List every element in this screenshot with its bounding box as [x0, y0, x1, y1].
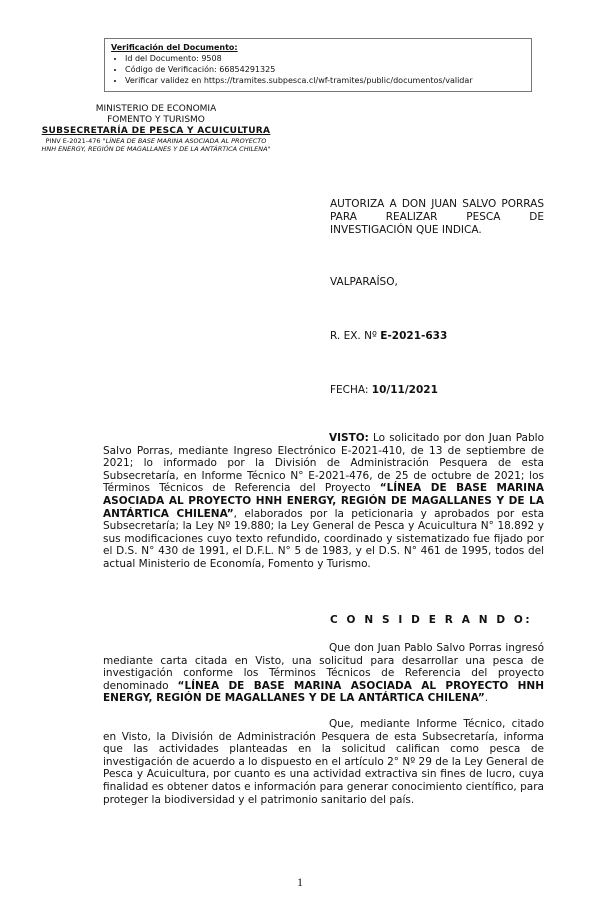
resolution-title: AUTORIZA A DON JUAN SALVO PORRAS PARA REALIZAR PESCA DE INVESTIGACIÓN QUE INDICA.	[330, 198, 544, 236]
ministry-subname: FOMENTO Y TURISMO	[107, 115, 205, 125]
verification-url[interactable]: • Verificar validez en https://tramites.subpesca.cl/wf-tramites/public/documentos/validar	[125, 75, 525, 86]
ministry-header	[40, 104, 272, 153]
visto-text-1: Lo solicitado por don Juan Pablo Salvo Porras, mediante Ingreso Electrónico E-2021-410, de 13 de septiembre de 2021; lo informado por la División de Administración Pesquera de esta Subsecretaría, en Informe Técnico N° E-2021-476, de 25 de octubre de 2021; los Términos Técnicos de Referencia del Proyecto	[103, 432, 544, 495]
considerando-paragraph-2	[103, 718, 544, 806]
place: VALPARAÍSO,	[330, 276, 398, 288]
considerando-1-end: .	[484, 692, 489, 705]
pinv-title: "LÍNEA DE BASE MARINA ASOCIADA AL PROYECTO HNH ENERGY, REGIÓN DE MAGALLANES Y DE LA ANTÁRTICA CHILENA"	[41, 137, 271, 153]
considerando-1-project-name: “LÍNEA DE BASE MARINA ASOCIADA AL PROYECTO HNH ENERGY, REGIÓN DE MAGALLANES Y DE LA ANTÁRTICA CHILENA”	[103, 679, 544, 705]
considerando-2-text: Que, mediante Informe Técnico, citado en Visto, la División de Administración Pesquera de esta Subsecretaría, informa que las actividades planteadas en la solicitud califican como pesca de investigación de acuerdo a lo dispuesto en el artículo 2° Nº 29 de la Ley General de Pesca y Acuicultura, por cuanto es una actividad extractiva sin fines de lucro, cuya finalidad es obtener datos e información para generar conocimiento científico, para proteger la biodiversidad y el patrimonio sanitario del país.	[103, 718, 544, 806]
fecha-label: FECHA:	[330, 384, 369, 396]
considerando-1-text: Que don Juan Pablo Salvo Porras ingresó mediante carta citada en Visto, una solicitud para desarrollar una pesca de investigación conforme los Términos Técnicos de Referencia del proyecto denominado	[103, 642, 544, 692]
visto-project-name: “LÍNEA DE BASE MARINA ASOCIADA AL PROYECTO HNH ENERGY, REGIÓN DE MAGALLANES Y DE LA ANTÁRTICA CHILENA”	[103, 482, 544, 520]
resolution-date	[330, 384, 438, 397]
considerando-heading: C O N S I D E R A N D O:	[330, 614, 533, 626]
verification-id: • Id del Documento: 9508	[125, 53, 525, 64]
ministry-name: MINISTERIO DE ECONOMIA	[95, 104, 217, 114]
considerando-paragraph-1	[103, 642, 544, 705]
visto-text-2: , elaborados por la peticionaria y aprobados por esta Subsecretaría; la Ley Nº 19.880; la Ley General de Pesca y Acuicultura N° 18.892 y sus modificaciones cuyo texto refundido, coordinado y sistematizado fue fijado por el D.S. N° 430 de 1991, el D.F.L. N° 5 de 1983, y el D.S. N° 461 de 1995, todos del actual Ministerio de Economía, Fomento y Turismo.	[103, 507, 544, 570]
rex-value: E-2021-633	[380, 330, 448, 342]
verification-box	[104, 38, 532, 92]
visto-label: VISTO:	[329, 432, 369, 444]
subsecretaria-name: SUBSECRETARÍA DE PESCA Y ACUICULTURA	[41, 126, 271, 136]
verification-list	[111, 53, 525, 86]
rex-label: R. EX. Nº	[330, 330, 377, 342]
resolution-number	[330, 330, 447, 343]
fecha-value: 10/11/2021	[371, 384, 438, 396]
pinv-label: PINV E-2021-476	[45, 137, 101, 145]
visto-paragraph	[103, 432, 544, 571]
page-number: 1	[297, 875, 303, 889]
verification-title: Verificación del Documento:	[111, 43, 238, 52]
pinv-reference	[40, 137, 272, 153]
verification-code: • Código de Verificación: 66854291325	[125, 64, 525, 75]
